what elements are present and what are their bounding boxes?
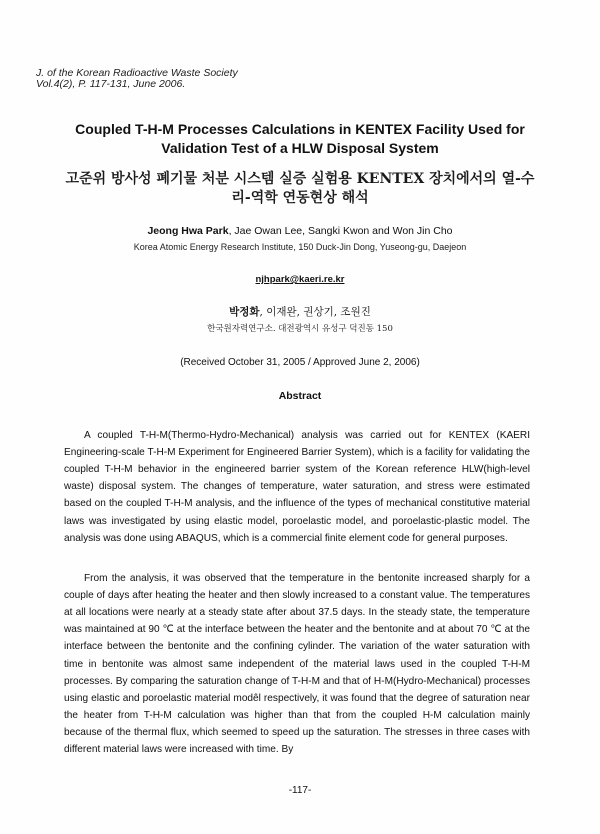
lead-author-english: Jeong Hwa Park [147,225,229,237]
abstract-paragraph: A coupled T-H-M(Thermo-Hydro-Mechanical) analysis was carried out for KENTEX (KAERI Engineering-scale T-H-M Experiment for Engineered Barrier System), which is a facility for validating the coupled T-H-M behavior in the engineered barrier system of the Korean reference HLW(high-level waste) disposal system. The changes of temperature, water saturation, and stress were estimated based on the coupled T-H-M analysis, and the influence of the types of mechanical constitutive material laws was investigated by using elastic model, poroelastic model, and poroelastic-plastic model. The analysis was done using ABAQUS, which is a commercial finite element code for general purposes. [64,430,530,544]
corresponding-email[interactable]: njhpark@kaeri.re.kr [255,274,345,285]
received-dates: (Received October 31, 2005 / Approved June 2, 2006) [180,357,420,368]
journal-name: J. of the Korean Radioactive Waste Society [36,67,238,79]
paper-title-english: Coupled T-H-M Processes Calculations in KENTEX Facility Used for Validation Test of a HLW Disposal System [75,121,525,156]
authors-korean [40,304,560,319]
affiliation-korean: 한국원자력연구소. 대전광역시 유성구 덕진동 150 [207,324,393,334]
coauthors-english: , Jae Owan Lee, Sangki Kwon and Won Jin Cho [228,225,453,237]
paper-title-korean: 고준위 방사성 폐기물 처분 시스템 실증 실험용 KENTEX 장치에서의 열-수리-역학 연동현상 해석 [65,171,535,206]
affiliation-english: Korea Atomic Energy Research Institute, 150 Duck-Jin Dong, Yuseong-gu, Daejeon [133,242,467,252]
journal-citation [36,68,238,90]
journal-volume: Vol.4(2), P. 117-131, June 2006. [36,78,186,90]
authors-english [40,225,560,237]
abstract-heading: Abstract [278,390,322,402]
lead-author-korean: 박정화 [229,306,260,318]
coauthors-korean: , 이재완, 권상기, 조원진 [259,306,371,318]
abstract-paragraph: From the analysis, it was observed that the temperature in the bentonite increased sharply for a couple of days after heating the heater and then slowly increased to a constant value. The temperatures at all locations were nearly at a steady state after about 37.5 days. In the steady state, the temperature was maintained at 90 ℃ at the interface between the heater and the bentonite and at about 70 ℃ at the interface between the bentonite and the confining cylinder. The variation of the water saturation with time in bentonite was almost same independent of the material laws used in the coupled T-H-M processes. By comparing the saturation change of T-H-M and that of H-M(Hydro-Mechanical) processes using elastic and poroelastic material modêl respectively, it was found that the degree of saturation near the heater from T-H-M calculation was higher than that from the coupled H-M calculation mainly because of the thermal flux, which seemed to speed up the saturation. The stresses in three cases with different material laws were increased with time. By [64,573,530,756]
page-number: -117- [288,785,312,796]
